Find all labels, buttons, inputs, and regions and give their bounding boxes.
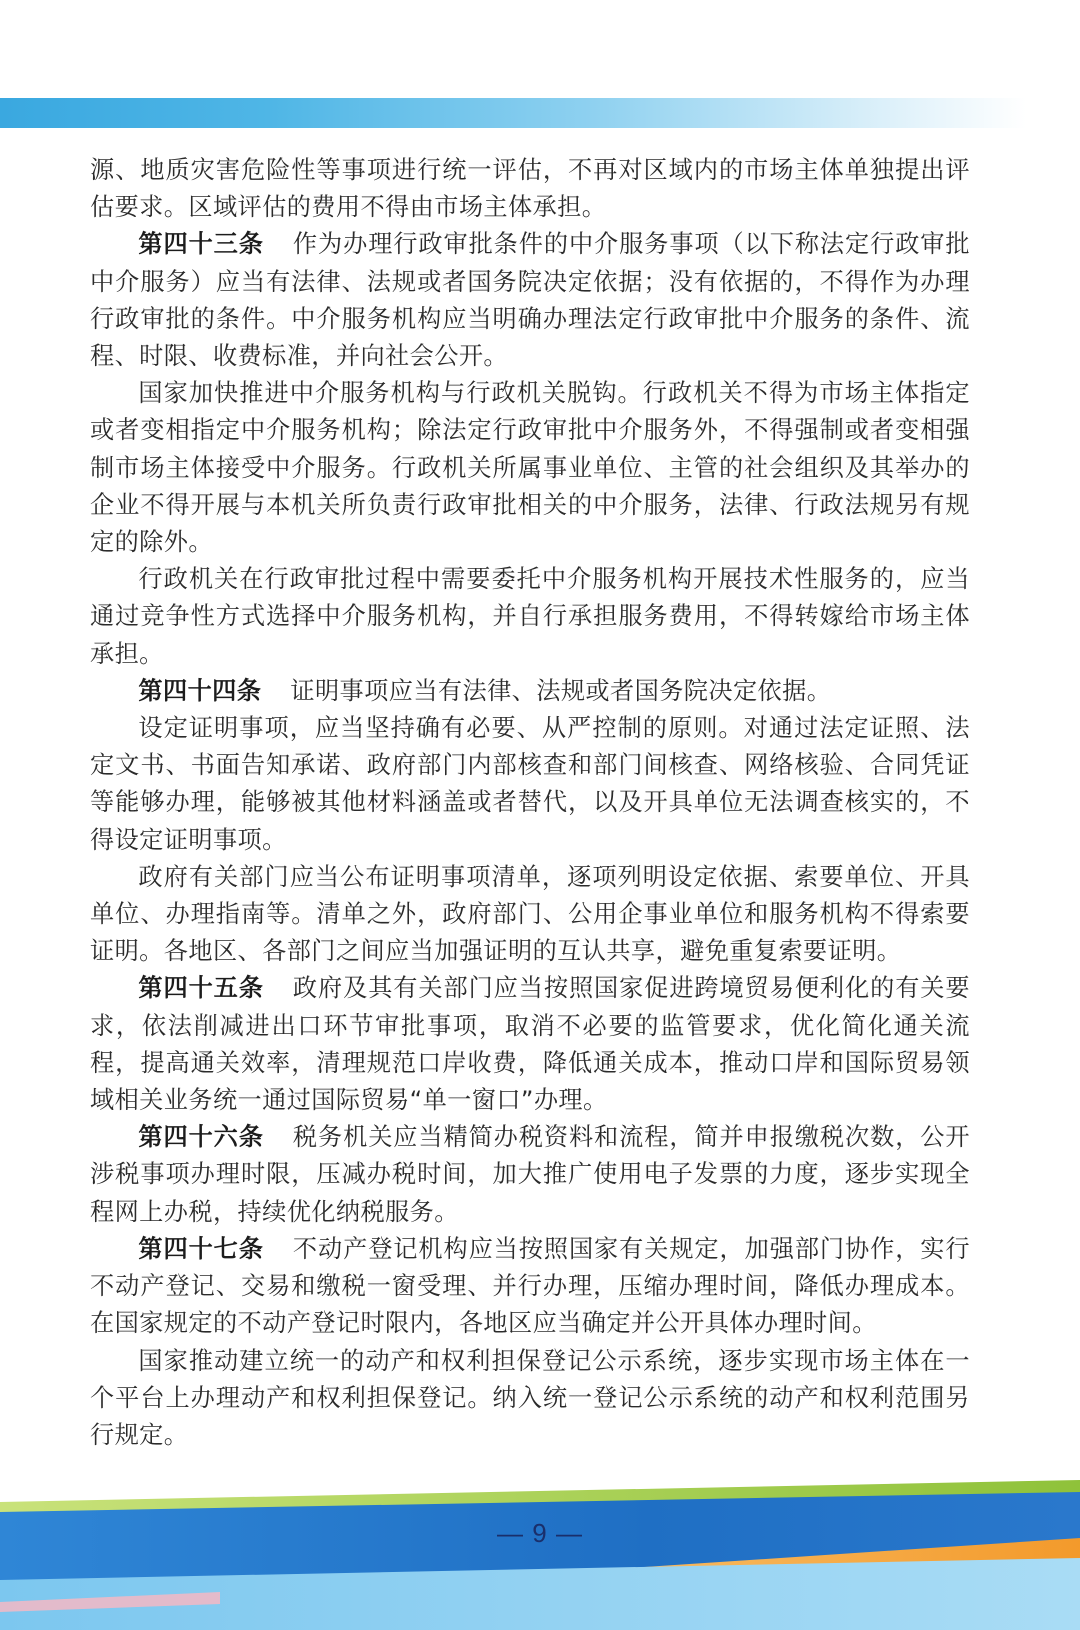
paragraph-text: 税务机关应当精简办税资料和流程，简并申报缴税次数，公开涉税事项办理时限，压减办税时间，加大推广使用电子发票的力度，逐步实现全程网上办税，持续优化纳税服务。 xyxy=(90,1123,970,1226)
paragraph-text: 源、地质灾害危险性等事项进行统一评估，不再对区域内的市场主体单独提出评估要求。区域评估的费用不得由市场主体承担。 xyxy=(90,156,970,222)
paragraph-text: 政府有关部门应当公布证明事项清单，逐项列明设定依据、索要单位、开具单位、办理指南等。清单之外，政府部门、公用企事业单位和服务机构不得索要证明。各地区、各部门之间应当加强证明的互认共享，避免重复索要证明。 xyxy=(90,862,970,966)
article-43 xyxy=(90,226,970,375)
paragraph-text: 不动产登记机构应当按照国家有关规定，加强部门协作，实行不动产登记、交易和缴税一窗受理、并行办理，压缩办理时间，降低办理成本。在国家规定的不动产登记时限内，各地区应当确定并公开具体办理时间。 xyxy=(90,1234,970,1338)
paragraph-text: 设定证明事项，应当坚持确有必要、从严控制的原则。对通过法定证照、法定文书、书面告知承诺、政府部门内部核查和部门间核查、网络核验、合同凭证等能够办理，能够被其他材料涵盖或者替代，以及开具单位无法调查核实的，不得设定证明事项。 xyxy=(90,714,970,854)
paragraph xyxy=(90,1343,970,1455)
footer-wave-graphic xyxy=(0,1480,1080,1630)
paragraph-text: 国家推动建立统一的动产和权利担保登记公示系统，逐步实现市场主体在一个平台上办理动产和权利担保登记。纳入统一登记公示系统的动产和权利范围另行规定。 xyxy=(90,1346,970,1449)
paragraph-text: 证明事项应当有法律、法规或者国务院决定依据。 xyxy=(290,676,832,705)
paragraph xyxy=(90,859,970,971)
article-number: 第四十七条 xyxy=(138,1234,264,1263)
paragraph-text: 作为办理行政审批条件的中介服务事项（以下称法定行政审批中介服务）应当有法律、法规或者国务院决定依据；没有依据的，不得作为办理行政审批的条件。中介服务机构应当明确办理法定行政审批中介服务的条件、流程、时限、收费标准，并向社会公开。 xyxy=(90,230,970,371)
article-number: 第四十六条 xyxy=(138,1123,264,1152)
paragraph xyxy=(90,375,970,561)
paragraph-text: 国家加快推进中介服务机构与行政机关脱钩。行政机关不得为市场主体指定或者变相指定中介服务机构；除法定行政审批中介服务外，不得强制或者变相强制市场主体接受中介服务。行政机关所属事业单位、主管的社会组织及其举办的企业不得开展与本机关所负责行政审批相关的中介服务，法律、行政法规另有规定的除外。 xyxy=(90,379,970,557)
article-47 xyxy=(90,1231,970,1343)
article-44 xyxy=(90,673,970,710)
article-number: 第四十五条 xyxy=(138,974,264,1003)
paragraph xyxy=(90,561,970,673)
article-46 xyxy=(90,1119,970,1231)
paragraph-text: 政府及其有关部门应当按照国家促进跨境贸易便利化的有关要求，依法削减进出口环节审批事项，取消不必要的监管要求，优化简化通关流程，提高通关效率，清理规范口岸收费，降低通关成本，推动口岸和国际贸易领域相关业务统一通过国际贸易“单一窗口”办理。 xyxy=(90,974,970,1115)
document-body xyxy=(90,152,970,1454)
paragraph-text: 行政机关在行政审批过程中需要委托中介服务机构开展技术性服务的，应当通过竞争性方式选择中介服务机构，并自行承担服务费用，不得转嫁给市场主体承担。 xyxy=(90,565,970,668)
footer-decoration xyxy=(0,1480,1080,1630)
paragraph-continuation xyxy=(90,152,970,226)
paragraph xyxy=(90,710,970,859)
page-number: — 9 — xyxy=(497,1518,583,1548)
article-number: 第四十三条 xyxy=(138,230,264,259)
top-decorative-band xyxy=(0,98,1080,128)
article-45 xyxy=(90,970,970,1119)
article-number: 第四十四条 xyxy=(138,676,262,705)
